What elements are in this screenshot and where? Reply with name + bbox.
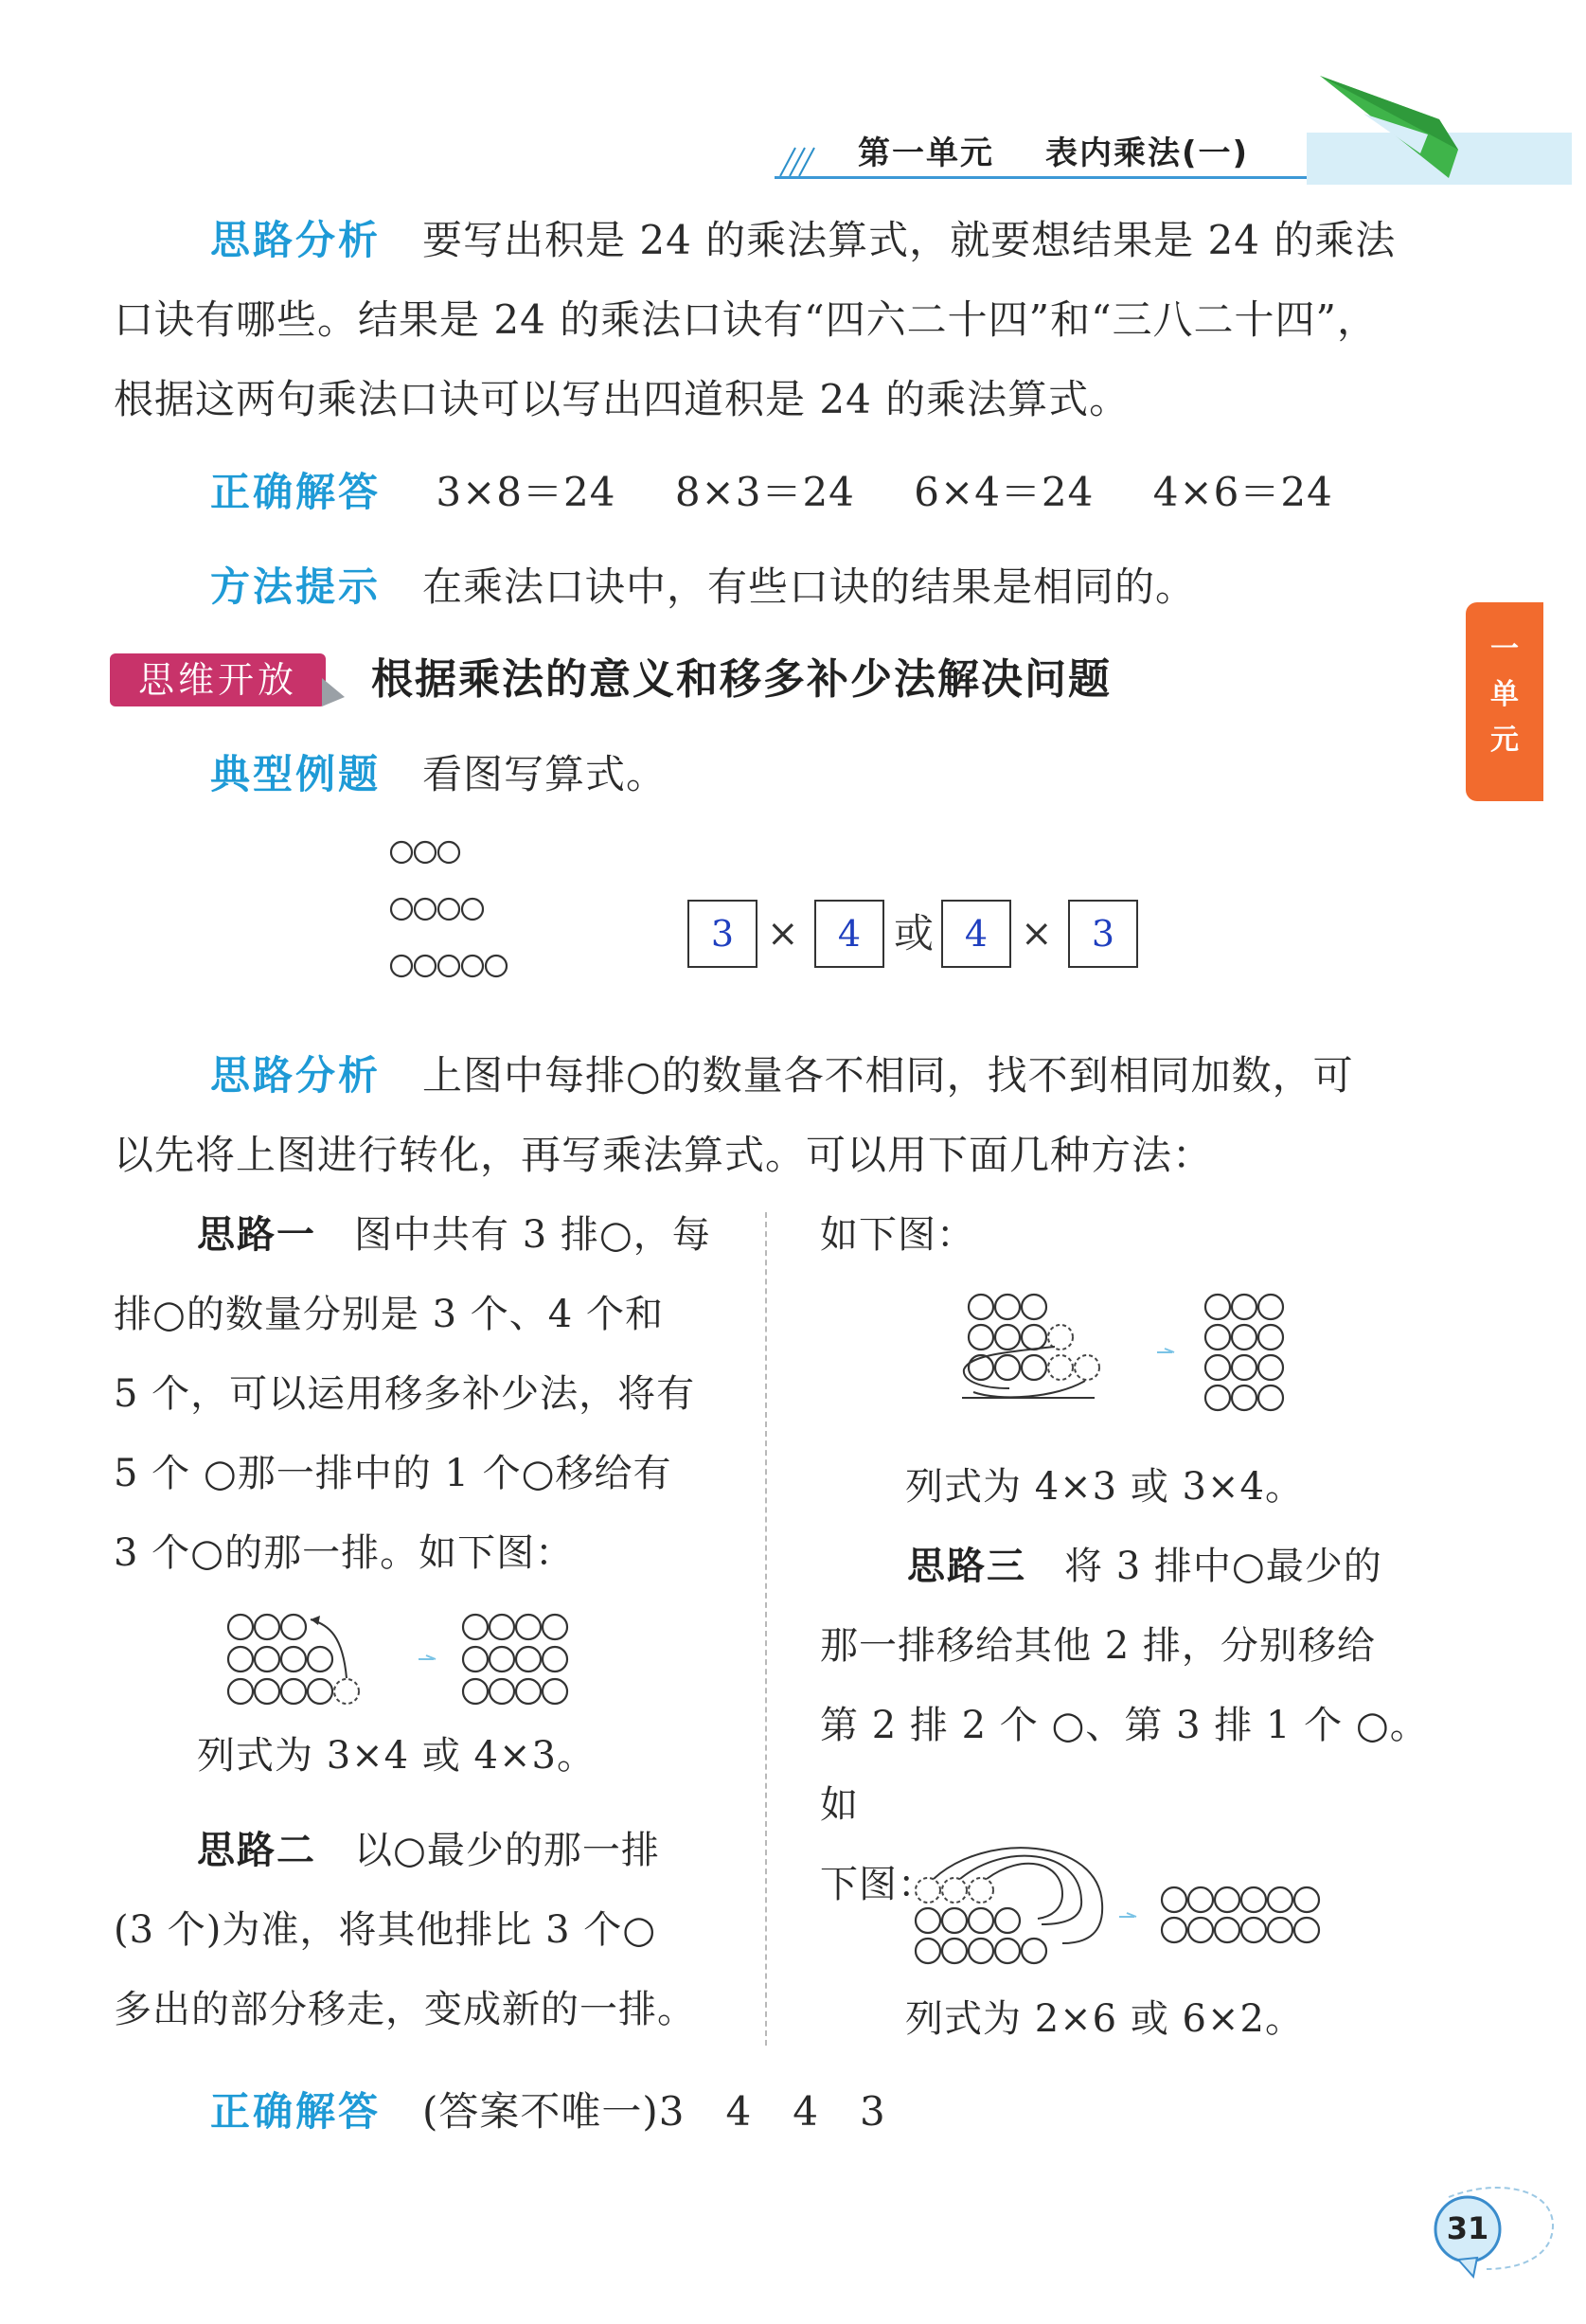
final-answer-label: 正确解答 [210,2088,382,2135]
answer-2: 8×3＝24 [674,469,855,515]
idea2-paragraph [114,1811,757,2049]
idea1-paragraph [114,1195,757,1593]
idea1-line-1: 图中共有 3 排○，每 [354,1213,711,1257]
answer-box-2[interactable]: 4 [814,900,884,968]
page-header [0,0,1586,189]
right-intro: 如下图： [820,1213,975,1257]
formula-3: 列式为 2×6 或 6×2。 [905,1997,1304,2041]
times-sign-1: × [767,912,799,956]
header-title: 表内乘法(一) [1045,134,1250,172]
page-number: 31 [1446,2210,1489,2246]
answer-box-4[interactable]: 3 [1068,900,1138,968]
idea1-line-4: 5 个 ○那一排中的 1 个○移给有 [114,1452,672,1495]
analysis2-label: 思路分析 [210,1052,382,1099]
answer-box-1[interactable]: 3 [687,900,757,968]
or-text: 或 [894,910,935,956]
analysis-line-2: 口诀有哪些。结果是 24 的乘法口诀有“四六二十四”和“三八二十四”， [114,296,1379,343]
row-3-circles [391,842,459,863]
analysis-line-3: 根据这两句乘法口诀可以写出四道积是 24 的乘法算式。 [114,376,1131,422]
example-row [210,735,1441,814]
row-5-circles [391,956,507,976]
idea1-figure [223,1599,602,1722]
side-tab-label: 一 单 元 [1490,633,1519,757]
unit-side-tab [1466,602,1543,801]
answer-label: 正确解答 [210,469,382,515]
tip-row [210,547,1441,627]
idea2-label: 思路二 [197,1829,316,1872]
idea3-label: 思路三 [907,1545,1026,1588]
idea1-line-3: 5 个，可以运用移多补少法，将有 [114,1372,696,1416]
header-slash-icon [775,142,831,180]
answer-4: 4×6＝24 [1152,469,1333,515]
badge-tail-icon [322,678,350,706]
analysis2-line-2: 以先将上图进行转化，再写乘法算式。可以用下面几种方法： [114,1132,1214,1178]
idea3-line-2: 那一排移给其他 2 排，分别移给 [820,1624,1376,1668]
times-sign-2: × [1021,912,1053,956]
header-unit: 第一单元 [858,134,994,172]
tip-text: 在乘法口诀中，有些口诀的结果是相同的。 [422,563,1197,610]
example-label: 典型例题 [210,751,382,797]
idea2-line-1: 以○最少的那一排 [354,1829,660,1872]
answer-1: 3×8＝24 [436,469,616,515]
section-title: 根据乘法的意义和移多补少法解决问题 [371,655,1112,704]
answer-3: 6×4＝24 [914,469,1095,515]
analysis-paragraph-2 [114,1036,1439,1195]
formula-1: 列式为 3×4 或 4×3。 [197,1734,596,1778]
idea3-line-4: 下图： [820,1863,936,1906]
final-answer-row [210,2072,1441,2152]
idea2-figure [943,1290,1322,1432]
idea1-line-5: 3 个○的那一排。如下图： [114,1531,575,1575]
analysis2-line-1: 上图中每排○的数量各不相同，找不到相同加数，可 [422,1052,1354,1099]
column-divider [765,1212,767,2046]
idea3-line-1: 将 3 排中○最少的 [1064,1545,1382,1588]
tip-label: 方法提示 [210,563,382,610]
idea2-line-3: 多出的部分移走，变成新的一排。 [114,1988,696,2031]
analysis-line-1: 要写出积是 24 的乘法算式，就要想结果是 24 的乘法 [422,217,1397,263]
idea3-line-3: 第 2 排 2 个 ○、第 3 排 1 个 ○。如 [820,1704,1429,1827]
idea1-label: 思路一 [197,1213,316,1257]
idea2-line-2: (3 个)为准，将其他排比 3 个○ [114,1908,657,1952]
analysis-paragraph-1 [114,201,1439,439]
idea1-line-2: 排○的数量分别是 3 个、4 个和 [114,1293,664,1336]
section-badge [110,653,326,706]
section-badge-label: 思维开放 [137,659,297,701]
answer-row [210,453,1441,532]
formula-2: 列式为 4×3 或 3×4。 [905,1465,1304,1509]
example-text: 看图写算式。 [422,751,668,797]
row-4-circles [391,899,483,920]
analysis-label: 思路分析 [210,217,382,263]
example-circle-figure [388,833,549,985]
answer-box-3[interactable]: 4 [941,900,1011,968]
final-answer-text: (答案不唯一)3 4 4 3 [422,2088,886,2135]
set-square-icon [1307,66,1572,189]
idea3-figure [900,1837,1354,1979]
